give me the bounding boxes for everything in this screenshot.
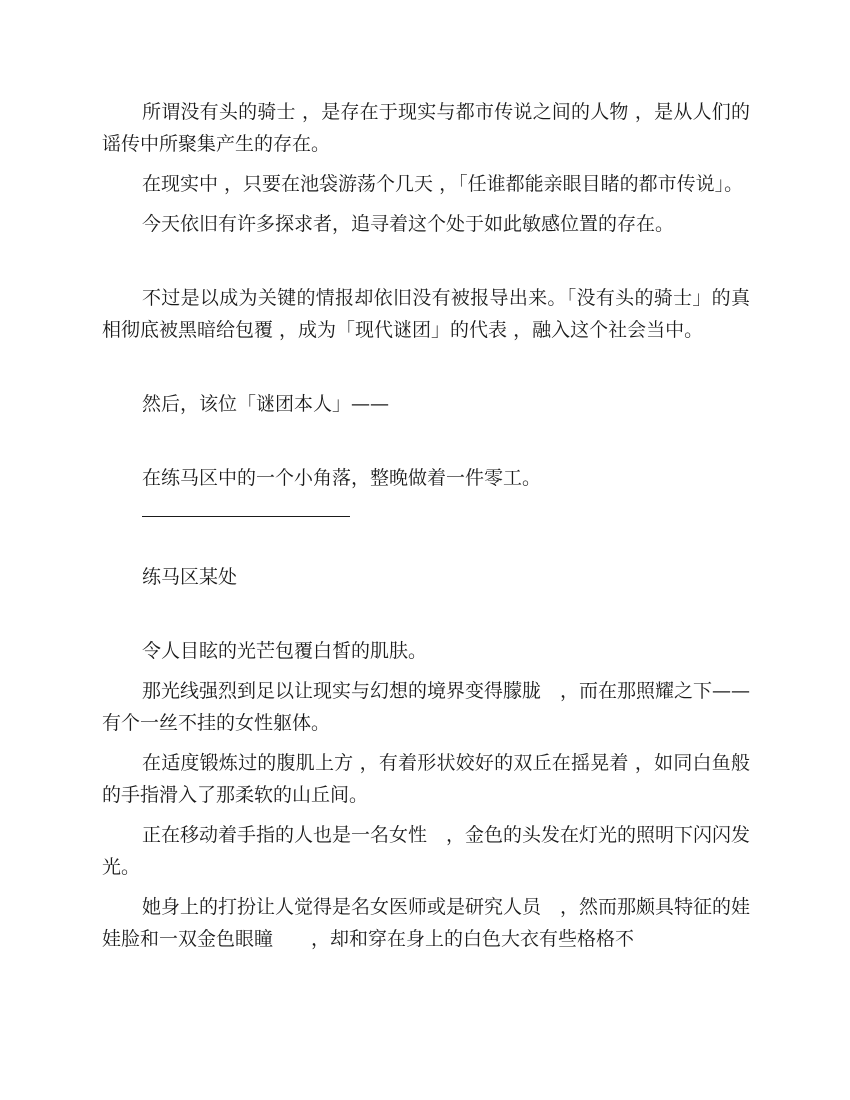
paragraph-3: 今天依旧有许多探求者，追寻着这个处于如此敏感位置的存在。: [142, 213, 675, 235]
paragraph-spacer: [102, 517, 750, 561]
paragraph-4: 不过是以成为关键的情报却依旧没有被报导出来。「没有头的骑士」的真相彻底被黑暗给包覆 ，成为「现代谜团」的代表 ，融入这个社会当中。: [102, 287, 750, 341]
paragraph-2: 在现实中 ，只要在池袋游荡个几天 ，「任谁都能亲眼目睹的都市传说」。: [142, 173, 744, 195]
paragraph-9: 在适度锻炼过的腹肌上方 ，有着形状姣好的双丘在摇晃着 ，如同白鱼般的手指滑入了那柔软的山丘间。: [102, 752, 750, 806]
paragraph-8: 那光线强烈到足以让现实与幻想的境界变得朦胧 ，而在那照耀之下——有个一丝不挂的女性躯体。: [102, 680, 751, 734]
paragraph-7: 令人目眩的光芒包覆白皙的肌肤。: [142, 640, 428, 662]
document-page: [102, 96, 750, 963]
paragraph-6: 在练马区中的一个小角落，整晚做着一件零工。: [142, 467, 542, 489]
section-heading: 练马区某处: [142, 566, 238, 588]
paragraph-spacer: [102, 428, 750, 462]
paragraph-5: 然后，该位「谜团本人」——: [142, 393, 390, 415]
paragraph-10: 正在移动着手指的人也是一名女性 ，金色的头发在灯光的照明下闪闪发光。: [102, 824, 751, 878]
paragraph-11: 她身上的打扮让人觉得是名女医师或是研究人员 ，然而那颇具特征的娃娃脸和一双金色眼瞳 ，却和穿在身上的白色大衣有些格格不: [102, 896, 751, 950]
paragraph-spacer: [102, 601, 750, 635]
paragraph-spacer: [102, 354, 750, 388]
paragraph-1: 所谓没有头的骑士 ，是存在于现实与都市传说之间的人物 ，是从人们的谣传中所聚集产生的存在。: [102, 101, 750, 155]
paragraph-spacer: [102, 248, 750, 282]
